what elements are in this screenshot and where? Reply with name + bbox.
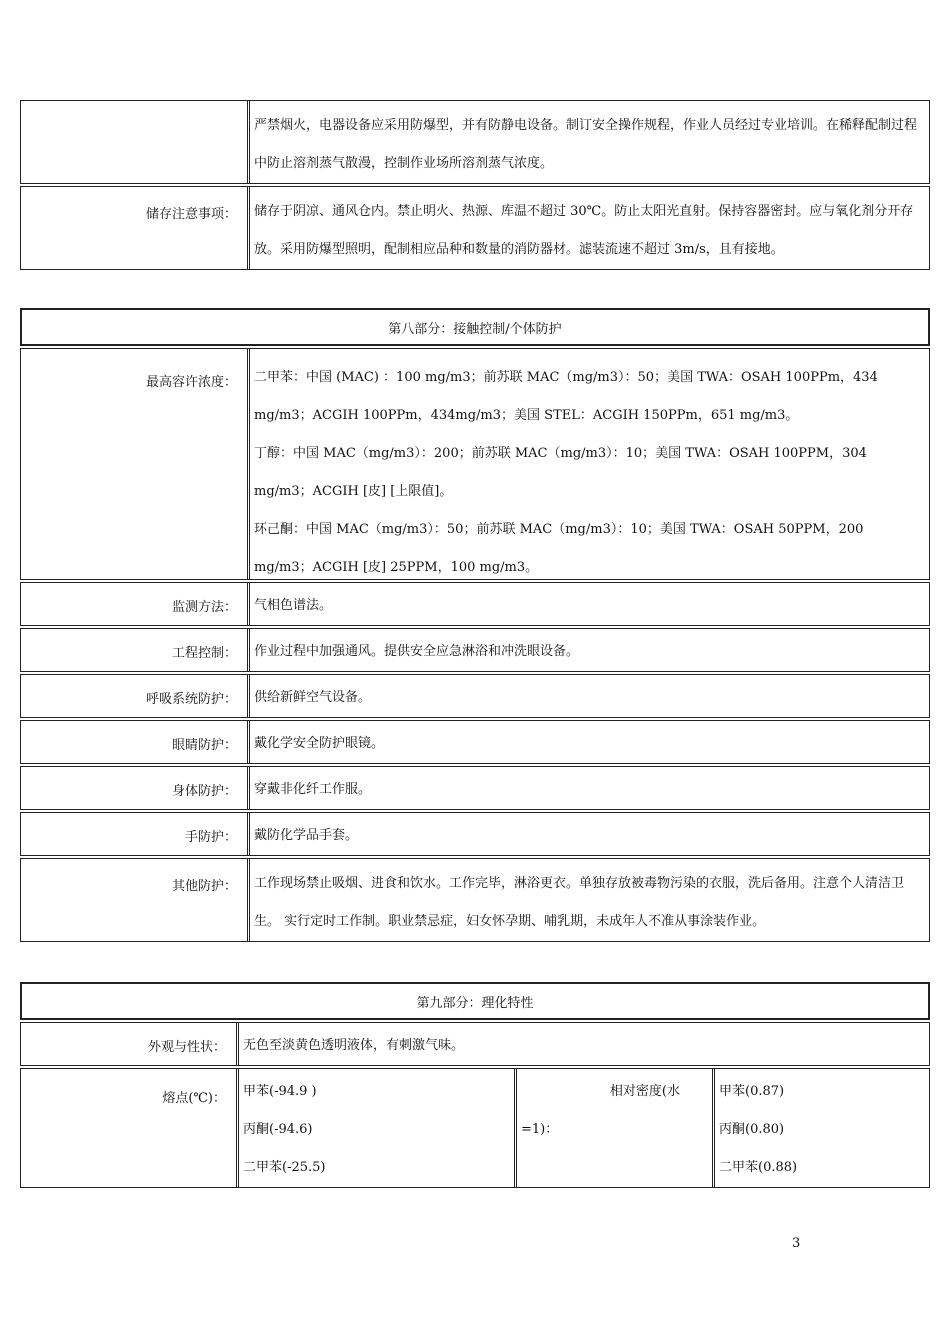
section9-table — [20, 982, 930, 1188]
appearance-text: 无色至淡黄色透明液体，有刺激气味。 — [243, 1038, 465, 1053]
eye-text: 戴化学安全防护眼镜。 — [254, 736, 385, 751]
storage-text: 储存于阴凉、通风仓内。禁止明火、热源、库温不超过 30℃。防止太阳光直射。保持容器密封。应与氧化剂分开存放。采用防爆型照明，配制相应品种和数量的消防器材。滤装流速不超过 3m/s，且有接地。 — [254, 204, 914, 257]
engineering-text: 作业过程中加强通风。提供安全应急淋浴和冲洗眼设备。 — [254, 644, 580, 659]
respiratory-row — [20, 674, 930, 718]
mac-label: 最高容许浓度： — [21, 349, 250, 579]
handling-storage-table — [20, 100, 930, 270]
mac-text — [250, 349, 929, 579]
other-label: 其他防护： — [21, 859, 250, 941]
body-text: 穿戴非化纤工作服。 — [254, 782, 372, 797]
monitor-text: 气相色谱法。 — [254, 598, 333, 613]
monitor-label: 监测方法： — [21, 583, 250, 625]
density-values — [715, 1069, 929, 1187]
melting-toluene: 甲苯(-94.9 ) — [243, 1084, 317, 1099]
handling-text: 严禁烟火，电器设备应采用防爆型，并有防静电设备。制订安全操作规程，作业人员经过专业培训。在稀释配制过程中防止溶剂蒸气散漫，控制作业场所溶剂蒸气浓度。 — [254, 118, 918, 171]
appearance-label: 外观与性状： — [21, 1023, 239, 1065]
storage-label: 储存注意事项： — [21, 187, 250, 269]
eye-row — [20, 720, 930, 764]
appearance-row — [20, 1022, 930, 1066]
engineering-row — [20, 628, 930, 672]
density-label-line1: 相对密度(水 — [609, 1084, 680, 1099]
density-acetone: 丙酮(0.80) — [719, 1122, 785, 1137]
density-label — [517, 1069, 715, 1187]
other-text: 工作现场禁止吸烟、进食和饮水。工作完毕，淋浴更衣。单独存放被毒物污染的衣服，洗后备用。注意个人清洁卫生。 实行定时工作制。职业禁忌症，妇女怀孕期、哺乳期，未成年人不准从事涂装作业。 — [254, 876, 905, 929]
page-number: 3 — [792, 1236, 801, 1251]
density-xylene: 二甲苯(0.88) — [719, 1160, 798, 1175]
eye-label: 眼睛防护： — [21, 721, 250, 763]
melting-label: 熔点(℃)： — [21, 1069, 239, 1187]
hand-text: 戴防化学品手套。 — [254, 828, 359, 843]
melting-density-row — [20, 1068, 930, 1188]
melting-values — [239, 1069, 517, 1187]
section8-title-text: 第八部分：接触控制/个体防护 — [388, 321, 562, 337]
hand-label: 手防护： — [21, 813, 250, 855]
section9-title — [20, 982, 930, 1020]
section9-title-text: 第九部分：理化特性 — [416, 995, 534, 1011]
handling-row — [20, 100, 930, 184]
body-label: 身体防护： — [21, 767, 250, 809]
other-row — [20, 858, 930, 942]
handling-label — [21, 101, 250, 183]
section8-table — [20, 308, 930, 942]
mac-line-xylene: 二甲苯：中国 (MAC) ：100 mg/m3；前苏联 MAC（mg/m3）：50；美国 TWA：OSAH 100PPm，434 mg/m3；ACGIH 100PPm，434mg/m3；美国 STEL：ACGIH 150PPm，651 mg/m3。 — [254, 370, 878, 423]
respiratory-text: 供给新鲜空气设备。 — [254, 690, 372, 705]
respiratory-label: 呼吸系统防护： — [21, 675, 250, 717]
engineering-label: 工程控制： — [21, 629, 250, 671]
density-label-line2: =1)： — [521, 1122, 559, 1137]
hand-row — [20, 812, 930, 856]
mac-line-cyclohexanone: 环己酮：中国 MAC（mg/m3）：50；前苏联 MAC（mg/m3）：10；美国 TWA：OSAH 50PPM，200 mg/m3；ACGIH [皮] 25PPM，100 mg/m3。 — [254, 522, 864, 575]
section8-title — [20, 308, 930, 346]
mac-line-butanol: 丁醇：中国 MAC（mg/m3）：200；前苏联 MAC（mg/m3）：10；美国 TWA：OSAH 100PPM，304 mg/m3；ACGIH [皮] [上限值]。 — [254, 446, 867, 499]
melting-xylene: 二甲苯(-25.5) — [243, 1160, 326, 1175]
melting-acetone: 丙酮(-94.6) — [243, 1122, 313, 1137]
monitor-row — [20, 582, 930, 626]
storage-row — [20, 186, 930, 270]
mac-row — [20, 348, 930, 580]
body-row — [20, 766, 930, 810]
density-toluene: 甲苯(0.87) — [719, 1084, 785, 1099]
